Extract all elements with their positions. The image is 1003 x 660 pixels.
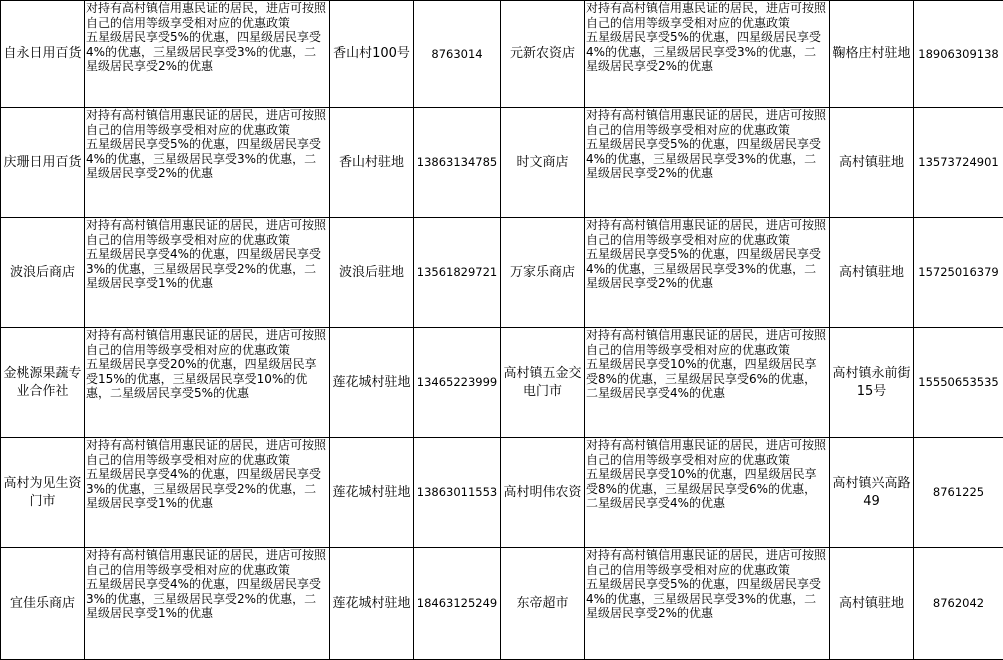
policy-text: 五星级居民享受5%的优惠，四星级居民享受4%的优惠，三星级居民享受3%的优惠，二星级居民享受2%的优惠 <box>586 137 828 181</box>
discount-policy-cell <box>585 1 830 108</box>
discount-policy-cell <box>585 328 830 438</box>
address-cell: 莲花城村驻地 <box>330 548 414 660</box>
policy-text: 五星级居民享受4%的优惠，四星级居民享受3%的优惠，三星级居民享受2%的优惠，二星级居民享受1%的优惠 <box>86 577 328 621</box>
policy-text: 对持有高村镇信用惠民证的居民，进店可按照自己的信用等级享受相对应的优惠政策 <box>586 218 828 247</box>
policy-text: 五星级居民享受20%的优惠，四星级居民享受15%的优惠，三星级居民享受10%的优惠，二星级居民享受5%的优惠 <box>86 357 328 401</box>
policy-text: 对持有高村镇信用惠民证的居民，进店可按照自己的信用等级享受相对应的优惠政策 <box>86 218 328 247</box>
policy-text: 对持有高村镇信用惠民证的居民，进店可按照自己的信用等级享受相对应的优惠政策 <box>586 108 828 137</box>
discount-policy-cell <box>85 328 330 438</box>
policy-text: 五星级居民享受10%的优惠，四星级居民享受8%的优惠，三星级居民享受6%的优惠，二星级居民享受4%的优惠 <box>586 467 828 511</box>
shop-name-cell: 自永日用百货 <box>1 1 85 108</box>
policy-text: 对持有高村镇信用惠民证的居民，进店可按照自己的信用等级享受相对应的优惠政策 <box>86 108 328 137</box>
policy-text: 五星级居民享受5%的优惠，四星级居民享受4%的优惠，三星级居民享受3%的优惠，二星级居民享受2%的优惠 <box>86 137 328 181</box>
address-cell: 鞠格庄村驻地 <box>830 1 914 108</box>
phone-cell: 8762042 <box>914 548 1003 660</box>
phone-cell: 8763014 <box>414 1 501 108</box>
policy-text: 对持有高村镇信用惠民证的居民，进店可按照自己的信用等级享受相对应的优惠政策 <box>86 328 328 357</box>
shop-name-cell: 庆珊日用百货 <box>1 108 85 218</box>
discount-policy-cell <box>585 218 830 328</box>
discount-policy-cell <box>85 438 330 548</box>
shop-name-cell: 高村为见生资门市 <box>1 438 85 548</box>
policy-text: 五星级居民享受5%的优惠，四星级居民享受4%的优惠，三星级居民享受3%的优惠，二星级居民享受2%的优惠 <box>586 247 828 291</box>
address-cell: 莲花城村驻地 <box>330 328 414 438</box>
phone-cell: 13465223999 <box>414 328 501 438</box>
discount-policy-cell <box>85 548 330 660</box>
table-row <box>1 438 1003 548</box>
policy-text: 五星级居民享受5%的优惠，四星级居民享受4%的优惠，三星级居民享受3%的优惠，二星级居民享受2%的优惠 <box>86 30 328 74</box>
policy-text: 五星级居民享受5%的优惠，四星级居民享受4%的优惠，三星级居民享受3%的优惠，二星级居民享受2%的优惠 <box>586 30 828 74</box>
policy-text: 五星级居民享受4%的优惠，四星级居民享受3%的优惠，三星级居民享受2%的优惠，二星级居民享受1%的优惠 <box>86 467 328 511</box>
phone-cell: 13573724901 <box>914 108 1003 218</box>
policy-text: 对持有高村镇信用惠民证的居民，进店可按照自己的信用等级享受相对应的优惠政策 <box>586 328 828 357</box>
phone-cell: 18463125249 <box>414 548 501 660</box>
table-row <box>1 1 1003 108</box>
phone-cell: 13863011553 <box>414 438 501 548</box>
shop-name-cell: 东帝超市 <box>501 548 585 660</box>
policy-text: 对持有高村镇信用惠民证的居民，进店可按照自己的信用等级享受相对应的优惠政策 <box>86 438 328 467</box>
phone-cell: 8761225 <box>914 438 1003 548</box>
address-cell: 香山村100号 <box>330 1 414 108</box>
discount-policy-cell <box>85 108 330 218</box>
table-row <box>1 328 1003 438</box>
address-cell: 莲花城村驻地 <box>330 438 414 548</box>
phone-cell: 13561829721 <box>414 218 501 328</box>
address-cell: 高村镇驻地 <box>830 218 914 328</box>
address-cell: 高村镇兴高路49 <box>830 438 914 548</box>
address-cell: 波浪后驻地 <box>330 218 414 328</box>
table-row <box>1 548 1003 660</box>
shop-name-cell: 元新农资店 <box>501 1 585 108</box>
policy-text: 五星级居民享受5%的优惠，四星级居民享受4%的优惠，三星级居民享受3%的优惠，二星级居民享受2%的优惠 <box>586 577 828 621</box>
address-cell: 高村镇驻地 <box>830 548 914 660</box>
discount-policy-cell <box>85 1 330 108</box>
shop-name-cell: 高村明伟农资 <box>501 438 585 548</box>
shop-name-cell: 波浪后商店 <box>1 218 85 328</box>
phone-cell: 18906309138 <box>914 1 1003 108</box>
discount-policy-cell <box>585 438 830 548</box>
shop-name-cell: 金桃源果蔬专业合作社 <box>1 328 85 438</box>
shop-name-cell: 时文商店 <box>501 108 585 218</box>
phone-cell: 15725016379 <box>914 218 1003 328</box>
discount-policy-cell <box>585 108 830 218</box>
shop-name-cell: 高村镇五金交电门市 <box>501 328 585 438</box>
address-cell: 香山村驻地 <box>330 108 414 218</box>
phone-cell: 13863134785 <box>414 108 501 218</box>
shop-name-cell: 宜佳乐商店 <box>1 548 85 660</box>
phone-cell: 15550653535 <box>914 328 1003 438</box>
address-cell: 高村镇永前街15号 <box>830 328 914 438</box>
shop-name-cell: 万家乐商店 <box>501 218 585 328</box>
policy-text: 对持有高村镇信用惠民证的居民，进店可按照自己的信用等级享受相对应的优惠政策 <box>586 548 828 577</box>
policy-text: 对持有高村镇信用惠民证的居民，进店可按照自己的信用等级享受相对应的优惠政策 <box>86 548 328 577</box>
discount-policy-cell <box>85 218 330 328</box>
table-row <box>1 108 1003 218</box>
policy-text: 五星级居民享受10%的优惠，四星级居民享受8%的优惠，三星级居民享受6%的优惠，二星级居民享受4%的优惠 <box>586 357 828 401</box>
policy-text: 对持有高村镇信用惠民证的居民，进店可按照自己的信用等级享受相对应的优惠政策 <box>586 438 828 467</box>
discount-policy-cell <box>585 548 830 660</box>
address-cell: 高村镇驻地 <box>830 108 914 218</box>
policy-text: 对持有高村镇信用惠民证的居民，进店可按照自己的信用等级享受相对应的优惠政策 <box>86 1 328 30</box>
policy-text: 对持有高村镇信用惠民证的居民，进店可按照自己的信用等级享受相对应的优惠政策 <box>586 1 828 30</box>
policy-text: 五星级居民享受4%的优惠，四星级居民享受3%的优惠，三星级居民享受2%的优惠，二星级居民享受1%的优惠 <box>86 247 328 291</box>
table-row <box>1 218 1003 328</box>
